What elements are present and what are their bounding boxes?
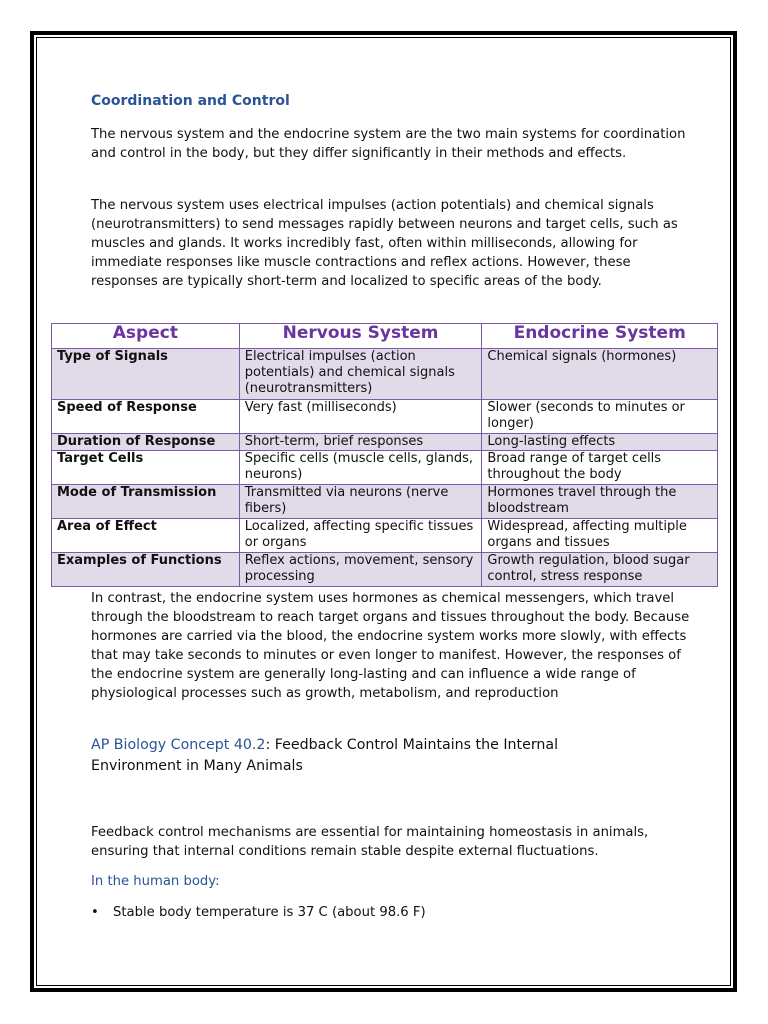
cell-nervous: Electrical impulses (action potentials) and chemical signals (neurotransmitters) (239, 349, 482, 400)
table-row (52, 485, 718, 519)
cell-endocrine: Long-lasting effects (482, 434, 718, 451)
feedback-paragraph: Feedback control mechanisms are essential for maintaining homeostasis in animals, ensuring that internal conditions remain stable despite external fluctuations. (91, 825, 649, 859)
cell-nervous: Specific cells (muscle cells, glands, neurons) (239, 451, 482, 485)
bullet-icon: • (91, 905, 99, 920)
cell-aspect: Mode of Transmission (52, 485, 240, 519)
cell-nervous: Localized, affecting specific tissues or organs (239, 519, 482, 553)
cell-endocrine: Hormones travel through the bloodstream (482, 485, 718, 519)
table-row (52, 519, 718, 553)
header-aspect: Aspect (52, 324, 240, 349)
section-heading: Coordination and Control (91, 93, 290, 109)
cell-aspect: Type of Signals (52, 349, 240, 400)
header-endocrine: Endocrine System (482, 324, 718, 349)
header-nervous: Nervous System (239, 324, 482, 349)
cell-endocrine: Chemical signals (hormones) (482, 349, 718, 400)
cell-endocrine: Slower (seconds to minutes or longer) (482, 400, 718, 434)
cell-nervous: Reflex actions, movement, sensory processing (239, 553, 482, 587)
table-row (52, 451, 718, 485)
concept-title (91, 735, 651, 777)
cell-nervous: Transmitted via neurons (nerve fibers) (239, 485, 482, 519)
list-item-text: Stable body temperature is 37 C (about 98.6 F) (113, 905, 426, 920)
intro-paragraph: The nervous system and the endocrine system are the two main systems for coordination and control in the body, but they differ significantly in their methods and effects. (91, 127, 686, 161)
endocrine-paragraph: In contrast, the endocrine system uses hormones as chemical messengers, which travel through the bloodstream to reach target organs and tissues throughout the body. Because hormones are carried via the blood, the endocrine system works more slowly, with effects that may take seconds to minutes or even longer to manifest. However, the responses of the endocrine system are generally long-lasting and can influence a wide range of physiological processes such as growth, metabolism, and reproduction (91, 591, 690, 701)
subheading: In the human body: (91, 874, 220, 889)
cell-endocrine: Broad range of target cells throughout the body (482, 451, 718, 485)
table-row (52, 400, 718, 434)
cell-aspect: Duration of Response (52, 434, 240, 451)
table-row (52, 553, 718, 587)
cell-nervous: Short-term, brief responses (239, 434, 482, 451)
nervous-paragraph: The nervous system uses electrical impulses (action potentials) and chemical signals (neurotransmitters) to send messages rapidly between neurons and target cells, such as muscles and glands. It works incredibly fast, often within milliseconds, allowing for immediate responses like muscle contractions and reflex actions. However, these responses are typically short-term and localized to specific areas of the body. (91, 198, 678, 289)
cell-endocrine: Growth regulation, blood sugar control, stress response (482, 553, 718, 587)
cell-endocrine: Widespread, affecting multiple organs and tissues (482, 519, 718, 553)
cell-aspect: Target Cells (52, 451, 240, 485)
comparison-table (51, 323, 718, 587)
cell-nervous: Very fast (milliseconds) (239, 400, 482, 434)
list-item (91, 905, 426, 920)
table-header-row (52, 324, 718, 349)
table-row (52, 434, 718, 451)
cell-aspect: Speed of Response (52, 400, 240, 434)
cell-aspect: Area of Effect (52, 519, 240, 553)
concept-rest: : Feedback Control Maintains the Internal Environment in Many Animals (91, 737, 559, 774)
concept-link[interactable]: AP Biology Concept 40.2 (91, 737, 266, 753)
table-row (52, 349, 718, 400)
cell-aspect: Examples of Functions (52, 553, 240, 587)
